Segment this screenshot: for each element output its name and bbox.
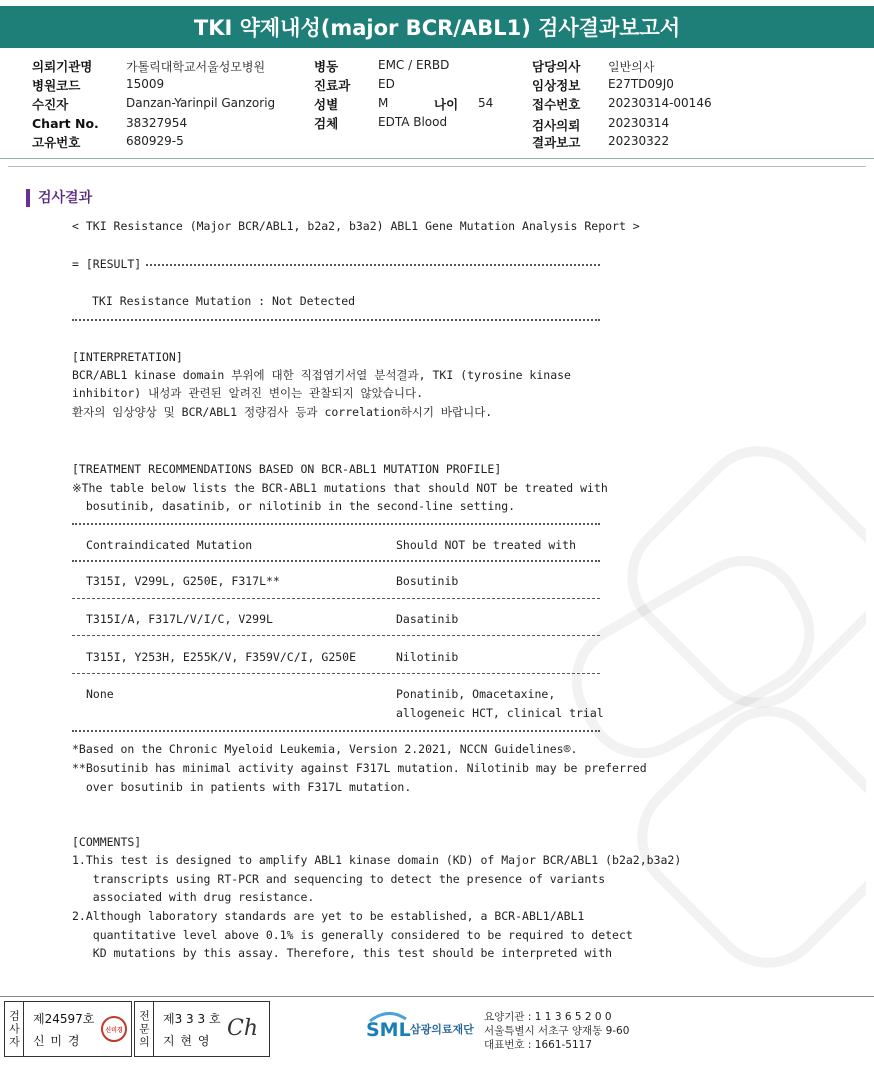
label-sex: 성별 <box>314 97 339 112</box>
examiner-name: 신 미 경 <box>33 1034 81 1048</box>
label-hospital-code: 병원코드 <box>32 78 81 93</box>
treatment-heading: [TREATMENT RECOMMENDATIONS BASED ON BCR-ABL1 MUTATION PROFILE] <box>72 462 502 476</box>
comments-line: transcripts using RT-PCR and sequencing to detect the presence of variants <box>72 872 606 886</box>
value-requesting-institution: 가톨릭대학교서울성모병원 <box>126 60 266 74</box>
footnote: over bosutinib in patients with F317L mutation. <box>72 780 412 794</box>
label-test-request: 검사의뢰 <box>532 118 581 133</box>
value-department: ED <box>378 77 395 91</box>
treatment-line: bosutinib, dasatinib, or nilotinib in the second-line setting. <box>72 499 516 513</box>
label-age: 나이 <box>434 97 459 112</box>
specialist-label: 전문의 <box>135 1002 154 1056</box>
rule-single <box>72 598 600 599</box>
value-sex: M <box>378 96 389 110</box>
value-unique-id: 680929-5 <box>126 134 184 148</box>
treatment-line: ※The table below lists the BCR-ABL1 mutations that should NOT be treated with <box>72 481 608 495</box>
comments-line: quantitative level above 0.1% is generally considered to be required to detect <box>72 928 633 942</box>
company-name: 삼광의료재단 <box>410 1023 474 1036</box>
label-requesting-institution: 의뢰기관명 <box>32 59 93 74</box>
value-physician: 일반의사 <box>608 60 655 74</box>
table-cell-mutation: T315I, Y253H, E255K/V, F359V/C/I, G250E <box>86 650 357 664</box>
label-physician: 담당의사 <box>532 59 581 74</box>
specialist-box <box>134 1001 270 1057</box>
value-test-request: 20230314 <box>608 116 670 130</box>
value-specimen: EDTA Blood <box>378 115 448 129</box>
section-title: 검사결과 <box>26 189 92 207</box>
label-chart-no: Chart No. <box>32 116 99 131</box>
value-clinical-info: E27TD09J0 <box>608 77 674 91</box>
comments-line: KD mutations by this assay. Therefore, this test should be interpreted with <box>72 946 613 960</box>
label-department: 진료과 <box>314 78 351 93</box>
label-result-report: 결과보고 <box>532 135 581 150</box>
label-receipt-no: 접수번호 <box>532 97 581 112</box>
contact-line: 서울특별시 서초구 양재동 9-60 <box>484 1025 630 1037</box>
label-ward: 병동 <box>314 59 339 74</box>
interpretation-line: 환자의 임상양상 및 BCR/ABL1 정량검사 등과 correlation하시기 바랍니다. <box>72 405 493 419</box>
rule-single <box>72 673 600 674</box>
table-cell-drug-continued: allogeneic HCT, clinical trial <box>396 706 604 720</box>
specialist-name: 지 현 영 <box>163 1034 211 1048</box>
sml-logo-text: SML <box>366 1019 411 1041</box>
table-cell-mutation: T315I, V299L, G250E, F317L** <box>86 574 280 588</box>
rule-single <box>72 635 600 636</box>
label-clinical-info: 임상정보 <box>532 78 581 93</box>
label-specimen: 검체 <box>314 116 339 131</box>
report-header: < TKI Resistance (Major BCR/ABL1, b2a2, b3a2) ABL1 Gene Mutation Analysis Report > <box>72 219 640 233</box>
result-value: TKI Resistance Mutation : Not Detected <box>92 294 356 308</box>
table-cell-mutation: T315I/A, F317L/V/I/C, V299L <box>86 612 273 626</box>
table-cell-drug: Nilotinib <box>396 650 459 664</box>
rule-double <box>146 264 600 266</box>
specialist-signature: Ch <box>227 1016 259 1041</box>
comments-heading: [COMMENTS] <box>72 835 142 849</box>
comments-line: 2.Although laboratory standards are yet to be established, a BCR-ABL1/ABL1 <box>72 909 585 923</box>
value-receipt-no: 20230314-00146 <box>608 96 712 110</box>
value-chart-no: 38327954 <box>126 116 188 130</box>
patient-info <box>0 54 874 154</box>
interpretation-line: BCR/ABL1 kinase domain 부위에 대한 직접염기서열 분석결과, TKI (tyrosine kinase <box>72 368 571 382</box>
sml-logo <box>366 1005 410 1049</box>
examiner-label: 검사자 <box>5 1002 24 1056</box>
report-body <box>8 166 866 993</box>
report-title: TKI 약제내성(major BCR/ABL1) 검사결과보고서 <box>0 6 874 48</box>
table-cell-drug: Ponatinib, Omacetaxine, <box>396 687 556 701</box>
examiner-seal: 신미경 <box>101 1016 127 1042</box>
contact-line: 요양기관 : 1 1 3 6 5 2 0 0 <box>484 1011 612 1023</box>
rule-double <box>72 560 600 562</box>
value-age: 54 <box>478 96 494 110</box>
result-heading: = [RESULT] <box>72 257 142 271</box>
examiner-license-no: 제24597호 <box>33 1012 95 1026</box>
table-cell-drug: Dasatinib <box>396 612 459 626</box>
table-header-mutation: Contraindicated Mutation <box>86 538 253 552</box>
label-patient: 수진자 <box>32 97 69 112</box>
value-ward: EMC / ERBD <box>378 58 450 72</box>
value-result-report: 20230322 <box>608 134 670 148</box>
examiner-box <box>4 1001 132 1057</box>
interpretation-line: inhibitor) 내성과 관련된 알려진 변이는 관찰되지 않았습니다. <box>72 386 423 400</box>
rule-double <box>72 730 600 732</box>
footnote: *Based on the Chronic Myeloid Leukemia, Version 2.2021, NCCN Guidelines®. <box>72 742 578 756</box>
table-cell-mutation: None <box>86 687 114 701</box>
comments-line: associated with drug resistance. <box>72 890 315 904</box>
value-patient: Danzan-Yarinpil Ganzorig <box>126 96 276 110</box>
interpretation-heading: [INTERPRETATION] <box>72 350 183 364</box>
table-header-drug: Should NOT be treated with <box>396 538 577 552</box>
label-unique-id: 고유번호 <box>32 135 81 150</box>
contact-line: 대표번호 : 1661-5117 <box>484 1039 593 1051</box>
info-divider <box>0 158 874 159</box>
value-hospital-code: 15009 <box>126 77 165 91</box>
specialist-license-no: 제3 3 3 호 <box>163 1012 221 1026</box>
report-footer <box>0 996 874 1065</box>
comments-line: 1.This test is designed to amplify ABL1 kinase domain (KD) of Major BCR/ABL1 (b2a2,b3a2) <box>72 853 682 867</box>
rule-double <box>72 523 600 525</box>
rule-double <box>72 319 600 321</box>
table-cell-drug: Bosutinib <box>396 574 459 588</box>
footnote: **Bosutinib has minimal activity against F317L mutation. Nilotinib may be preferred <box>72 761 647 775</box>
